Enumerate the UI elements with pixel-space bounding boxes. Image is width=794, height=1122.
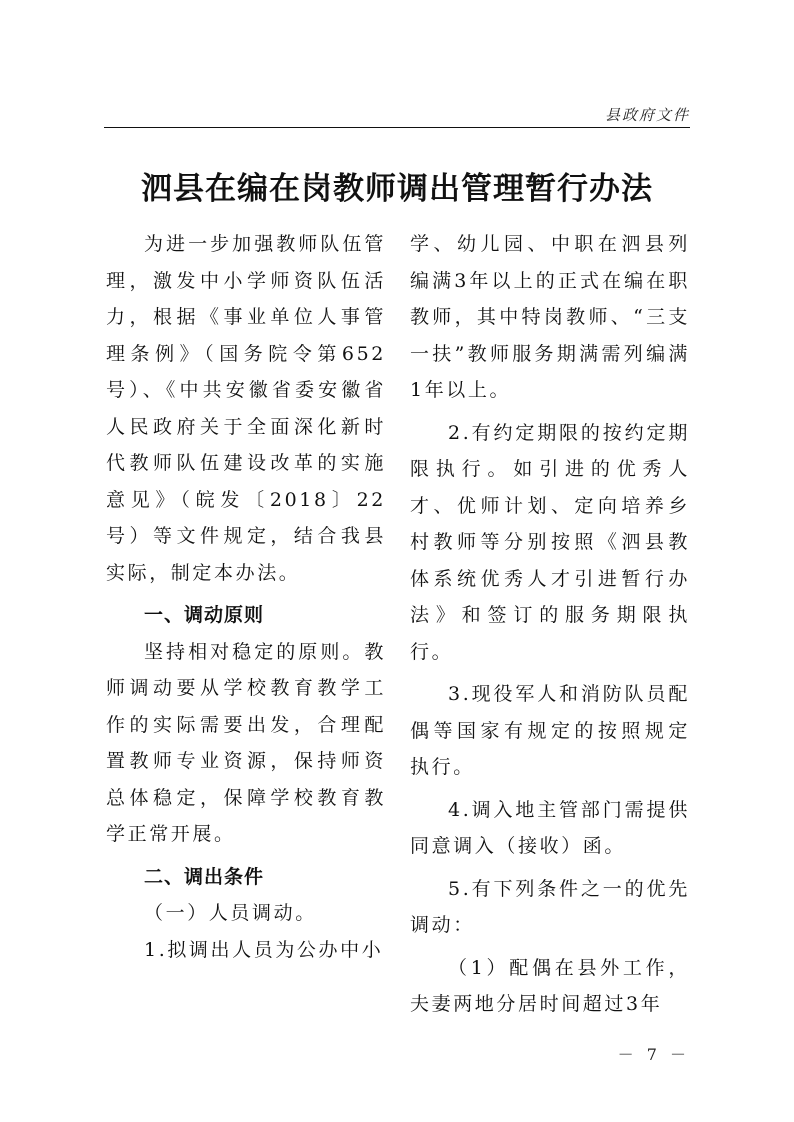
item-3: 3.现役军人和消防队员配偶等国家有规定的按照规定执行。	[410, 683, 690, 778]
header-label: 县政府文件	[604, 106, 690, 124]
item-5-1: （1）配偶在县外工作，夫妻两地分居时间超过3年	[410, 956, 690, 1015]
item-2: 2.有约定期限的按约定期限执行。如引进的优秀人才、优师计划、定向培养乡村教师等分别按照《泗县教体系统优秀人才引进暂行办法》和签订的服务期限执行。	[410, 421, 690, 663]
intro-paragraph: 为进一步加强教师队伍管理，激发中小学师资队伍活力，根据《事业单位人事管理条例》（国务院令第652号）、《中共安徽省委安徽省人民政府关于全面深化新时代教师队伍建设改革的实施意见》（皖发〔2018〕22号）等文件规定，结合我县实际，制定本办法。	[106, 233, 386, 584]
item-4: 4.调入地主管部门需提供同意调入（接收）函。	[410, 798, 690, 857]
document-title: 泗县在编在岗教师调出管理暂行办法	[141, 170, 653, 207]
subsection-personnel: （一）人员调动。	[144, 902, 317, 924]
left-column	[106, 226, 386, 968]
principles-paragraph: 坚持相对稳定的原则。教师调动要从学校教育教学工作的实际需要出发，合理配置教师专业资源，保持师资总体稳定，保障学校教育教学正常开展。	[106, 640, 386, 845]
item-1-continued: 学、幼儿园、中职在泗县列编满3年以上的正式在编在职教师，其中特岗教师、“三支一扶”教师服务期满需列编满1年以上。	[410, 233, 690, 401]
section-heading-principles: 一、调动原则	[144, 604, 265, 626]
page-number: － 7 －	[617, 1045, 690, 1064]
item-5: 5.有下列条件之一的优先调动：	[410, 877, 690, 936]
section-heading-conditions: 二、调出条件	[144, 865, 265, 888]
header-rule	[104, 127, 690, 128]
right-column	[410, 226, 690, 1023]
item-1-start: 1.拟调出人员为公办中小	[144, 938, 384, 961]
